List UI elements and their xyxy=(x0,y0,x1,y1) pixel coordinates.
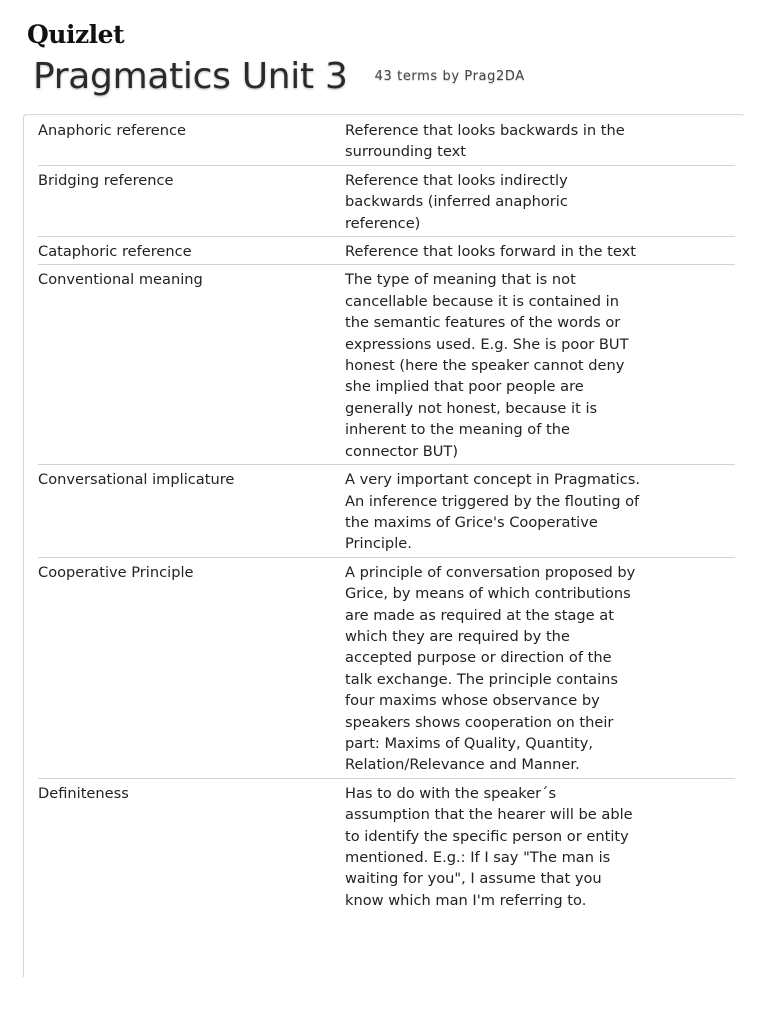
term-row xyxy=(38,558,735,779)
term-text: Anaphoric reference xyxy=(38,122,187,139)
quizlet-logo: Quizlet xyxy=(27,20,125,49)
definition-text: Has to do with the speaker´s assumption that the hearer will be able to identify the specific person or entity mentioned. E.g.: If I say "The man is waiting for you", I assume that you know which man I'm referring to. xyxy=(345,784,633,909)
terms-list xyxy=(38,116,735,913)
definition-text: Reference that looks forward in the text xyxy=(345,243,636,261)
term-row xyxy=(38,166,735,237)
set-header xyxy=(33,56,525,97)
term-text: Cataphoric reference xyxy=(38,243,192,261)
definition-text: Reference that looks indirectly backwards (inferred anaphoric reference) xyxy=(345,171,568,232)
term-row xyxy=(38,465,735,558)
definition-text: The type of meaning that is not cancellable because it is contained in the semantic features of the words or expressions used. E.g. She is poor BUT honest (here the speaker cannot deny she implied that poor people are generally not honest, because it is inherent to the meaning of the connector BUT) xyxy=(345,271,629,460)
term-row xyxy=(38,237,735,265)
term-row xyxy=(38,116,735,166)
term-text: Conventional meaning xyxy=(38,271,203,289)
set-title: Pragmatics Unit 3 xyxy=(33,56,348,97)
term-text: Conversational implicature xyxy=(38,471,235,489)
set-meta: 43 terms by Prag2DA xyxy=(374,69,525,84)
definition-text: Reference that looks backwards in the surrounding text xyxy=(345,122,625,161)
term-row xyxy=(38,779,735,913)
term-text: Cooperative Principle xyxy=(38,563,194,581)
term-row xyxy=(38,265,735,465)
terms-card xyxy=(23,114,745,977)
term-text: Definiteness xyxy=(38,784,129,802)
term-text: Bridging reference xyxy=(38,171,174,189)
definition-text: A principle of conversation proposed by Grice, by means of which contributions are made as required at the stage at which they are required by the accepted purpose or direction of the talk exchange. The principle contains four maxims whose observance by speakers shows cooperation on their part: Maxims of Quality, Quantity, Relation/Relevance and Manner. xyxy=(345,563,636,774)
definition-text: A very important concept in Pragmatics. An inference triggered by the flouting of the maxims of Grice's Cooperative Principle. xyxy=(345,471,640,553)
